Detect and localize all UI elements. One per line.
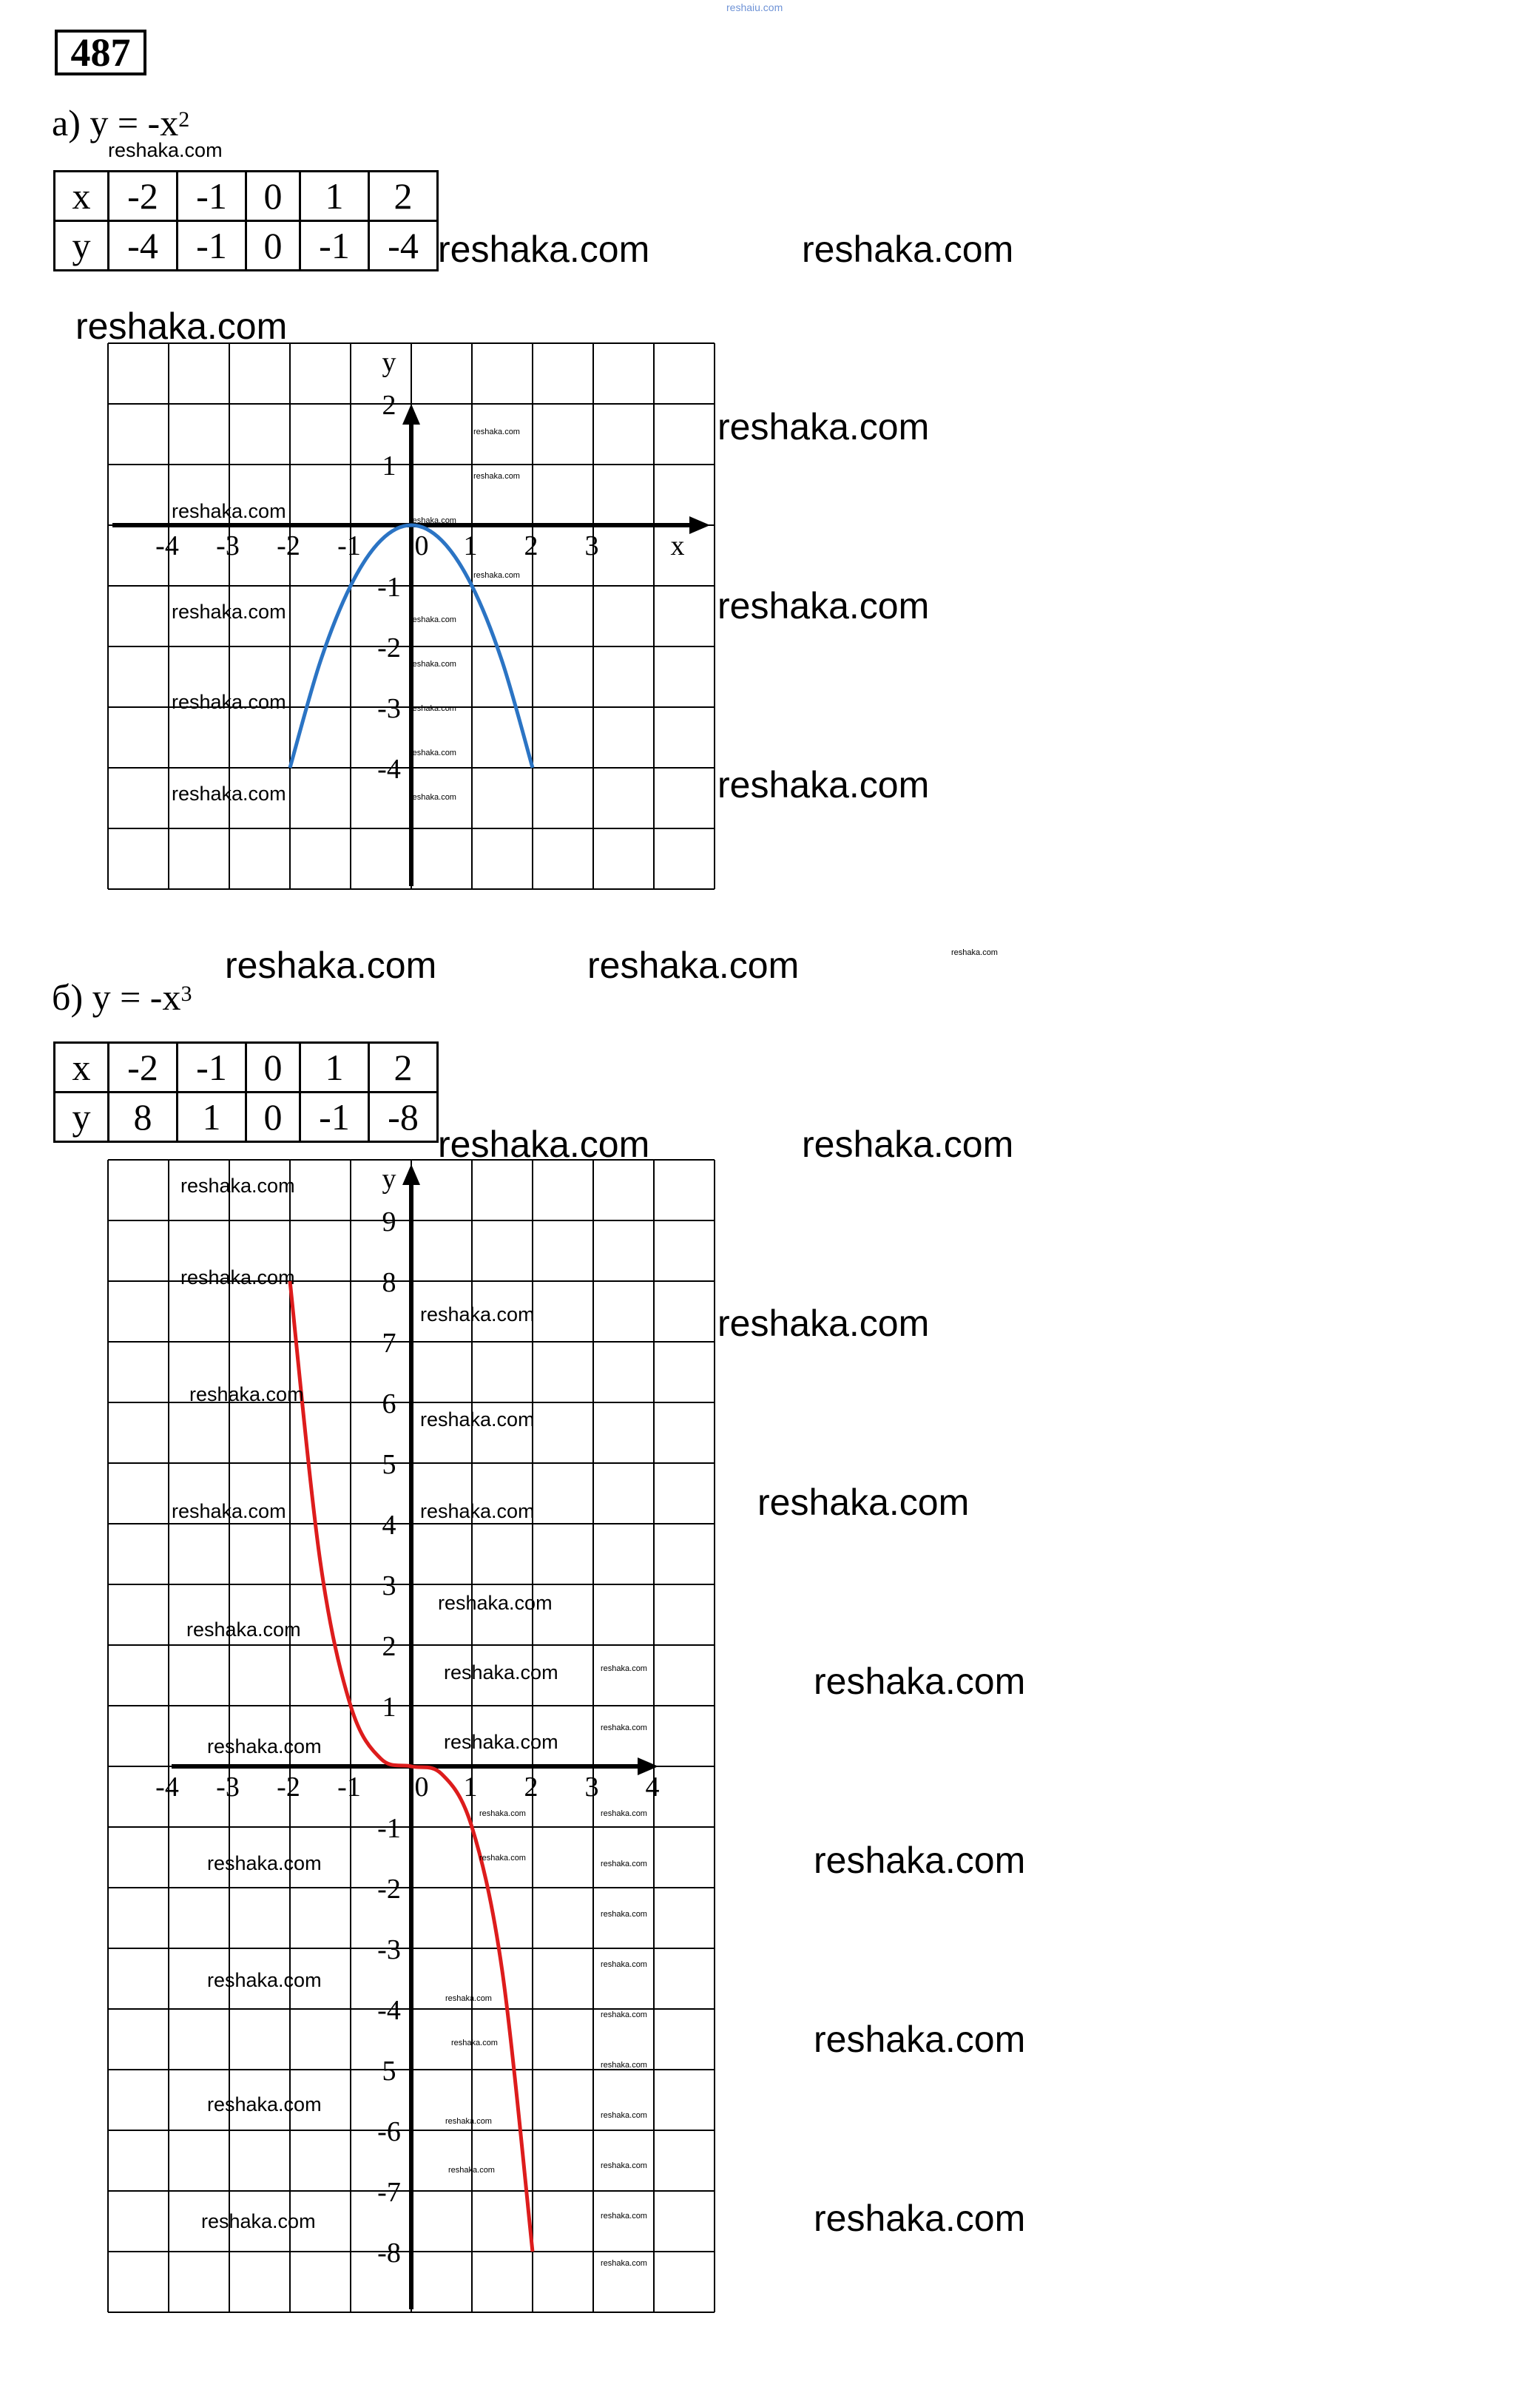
- y-tick-label: 7: [382, 1328, 396, 1359]
- table-cell: 2: [369, 172, 438, 221]
- watermark: reshaka.com: [814, 2019, 1026, 2060]
- watermark: reshaka.com: [444, 1661, 558, 1684]
- watermark: reshaka.com: [601, 2259, 647, 2268]
- x-tick-label: 4: [645, 1772, 660, 1803]
- y-tick-label: -1: [377, 1813, 401, 1844]
- x-tick-label: -2: [277, 530, 300, 561]
- y-tick-label: 8: [382, 1267, 396, 1298]
- watermark: reshaka.com: [189, 1383, 304, 1405]
- watermark: reshaka.com: [186, 1618, 301, 1641]
- table-cell: 0: [246, 1093, 300, 1142]
- watermark: reshaka.com: [410, 793, 456, 802]
- watermark: reshaka.com: [814, 1661, 1026, 1702]
- site-watermark-top: reshaiu.com: [726, 1, 783, 13]
- table-cell: -1: [178, 221, 246, 271]
- watermark: reshaka.com: [410, 660, 456, 669]
- watermark: reshaka.com: [410, 749, 456, 757]
- watermark: reshaka.com: [601, 1860, 647, 1868]
- watermark: reshaka.com: [172, 783, 286, 805]
- x-tick-label: 0: [414, 1772, 429, 1803]
- watermark: reshaka.com: [445, 1994, 492, 2003]
- watermark: reshaka.com: [172, 500, 286, 522]
- watermark: reshaka.com: [717, 585, 930, 627]
- problem-number: 487: [55, 30, 146, 75]
- watermark: reshaka.com: [587, 945, 800, 986]
- watermark: reshaka.com: [207, 1969, 322, 1991]
- y-tick-label: -4: [377, 1995, 401, 2026]
- watermark: reshaka.com: [420, 1500, 535, 1522]
- x-tick-label: 1: [463, 1772, 478, 1803]
- x-tick-label: -4: [155, 530, 179, 561]
- y-tick-label: 6: [382, 1388, 396, 1419]
- x-axis-label: x: [670, 530, 685, 561]
- watermark: reshaka.com: [451, 2039, 498, 2047]
- watermark: reshaka.com: [180, 1266, 295, 1289]
- x-tick-label: -1: [337, 530, 361, 561]
- y-tick-label: 2: [382, 1631, 396, 1662]
- watermark: reshaka.com: [951, 948, 998, 957]
- watermark: reshaka.com: [814, 1840, 1026, 1881]
- y-tick-label: 4: [382, 1510, 396, 1541]
- watermark: reshaka.com: [601, 2212, 647, 2221]
- y-tick-label: -6: [377, 2116, 401, 2147]
- watermark: reshaka.com: [802, 1124, 1014, 1165]
- y-tick-label: -4: [377, 754, 401, 785]
- x-tick-label: -4: [155, 1772, 179, 1803]
- watermark: reshaka.com: [201, 2210, 316, 2232]
- table-cell: -1: [178, 172, 246, 221]
- y-axis-label: y: [382, 347, 396, 378]
- table-cell: 0: [246, 1043, 300, 1093]
- y-axis-label: y: [382, 1164, 396, 1195]
- x-tick-label: 2: [524, 1772, 538, 1803]
- y-tick-label: -2: [377, 632, 401, 663]
- table-cell: -1: [178, 1043, 246, 1093]
- watermark: reshaka.com: [207, 1852, 322, 1874]
- watermark: reshaka.com: [207, 2093, 322, 2115]
- watermark: reshaka.com: [717, 1303, 930, 1344]
- watermark: reshaka.com: [448, 2166, 495, 2175]
- x-tick-label: 1: [463, 530, 478, 561]
- table-cell: 0: [246, 172, 300, 221]
- watermark: reshaka.com: [814, 2198, 1026, 2239]
- part-b-label: б) y = -x: [52, 976, 181, 1018]
- table-cell: -4: [369, 221, 438, 271]
- y-tick-label: -3: [377, 1934, 401, 1965]
- table-cell: -1: [300, 1093, 369, 1142]
- watermark: reshaka.com: [172, 691, 286, 713]
- y-tick-label: -7: [377, 2177, 401, 2208]
- table-cell: 1: [300, 172, 369, 221]
- y-axis-arrow: [402, 1164, 420, 1185]
- x-tick-label: -3: [216, 530, 240, 561]
- y-tick-label: 1: [382, 1692, 396, 1723]
- watermark: reshaka.com: [601, 1809, 647, 1818]
- watermark: reshaka.com: [601, 2061, 647, 2070]
- table-header-y: y: [55, 221, 109, 271]
- watermark: reshaka.com: [180, 1175, 295, 1197]
- watermark: reshaka.com: [601, 1960, 647, 1969]
- watermark: reshaka.com: [717, 406, 930, 448]
- watermark: reshaka.com: [601, 2010, 647, 2019]
- table-cell: -8: [369, 1093, 438, 1142]
- part-a-label: а) y = -x: [52, 102, 179, 143]
- y-tick-label: 5: [382, 1449, 396, 1480]
- table-cell: -4: [109, 221, 178, 271]
- watermark: reshaka.com: [420, 1303, 535, 1326]
- watermark: reshaka.com: [601, 1910, 647, 1919]
- table-cell: -1: [300, 221, 369, 271]
- x-tick-label: 2: [524, 530, 538, 561]
- x-tick-label: 3: [584, 1772, 599, 1803]
- y-tick-label: -2: [377, 1874, 401, 1905]
- watermark: reshaka.com: [479, 1809, 526, 1818]
- watermark: reshaka.com: [410, 615, 456, 624]
- watermark: reshaka.com: [438, 229, 650, 270]
- table-header-x: x: [55, 1043, 109, 1093]
- table-cell: 1: [300, 1043, 369, 1093]
- table-header-x: x: [55, 172, 109, 221]
- watermark: reshaka.com: [438, 1592, 553, 1614]
- watermark: reshaka.com: [473, 571, 520, 580]
- watermark: reshaka.com: [207, 1735, 322, 1757]
- watermark: reshaka.com: [601, 1664, 647, 1673]
- watermark: reshaka.com: [601, 2111, 647, 2120]
- watermark: reshaka.com: [479, 1854, 526, 1863]
- x-tick-label: 3: [584, 530, 599, 561]
- table-cell: 8: [109, 1093, 178, 1142]
- y-tick-label: 5: [382, 2056, 396, 2087]
- y-tick-label: 2: [382, 390, 396, 421]
- watermark: reshaka.com: [601, 1723, 647, 1732]
- watermark: reshaka.com: [757, 1482, 970, 1523]
- watermark: reshaka.com: [225, 945, 437, 986]
- y-tick-label: -3: [377, 693, 401, 724]
- table-cell: -2: [109, 1043, 178, 1093]
- watermark: reshaka.com: [445, 2117, 492, 2126]
- watermark: reshaka.com: [172, 601, 286, 623]
- table-cell: -2: [109, 172, 178, 221]
- table-header-y: y: [55, 1093, 109, 1142]
- watermark: reshaka.com: [420, 1408, 535, 1431]
- watermark: reshaka.com: [717, 764, 930, 806]
- table-cell: 0: [246, 221, 300, 271]
- y-tick-label: 3: [382, 1570, 396, 1601]
- watermark: reshaka.com: [172, 1500, 286, 1522]
- y-tick-label: 9: [382, 1206, 396, 1237]
- watermark: reshaka.com: [473, 428, 520, 436]
- watermark: reshaka.com: [802, 229, 1014, 270]
- watermark: reshaka.com: [108, 139, 223, 161]
- part-a-exponent: 2: [178, 107, 190, 132]
- x-tick-label: -2: [277, 1772, 300, 1803]
- x-tick-label: -3: [216, 1772, 240, 1803]
- y-tick-label: -8: [377, 2238, 401, 2269]
- watermark: reshaka.com: [601, 2161, 647, 2170]
- watermark: reshaka.com: [410, 704, 456, 713]
- x-tick-label: -1: [337, 1772, 361, 1803]
- watermark: reshaka.com: [473, 472, 520, 481]
- watermark: reshaka.com: [444, 1731, 558, 1753]
- y-tick-label: -1: [377, 572, 401, 603]
- y-tick-label: 1: [382, 450, 396, 482]
- part-b-exponent: 3: [180, 982, 192, 1006]
- table-cell: 1: [178, 1093, 246, 1142]
- watermark: reshaka.com: [75, 305, 288, 347]
- watermark: reshaka.com: [410, 516, 456, 525]
- watermark: reshaka.com: [438, 1124, 650, 1165]
- x-tick-label: 0: [414, 530, 429, 561]
- table-cell: 2: [369, 1043, 438, 1093]
